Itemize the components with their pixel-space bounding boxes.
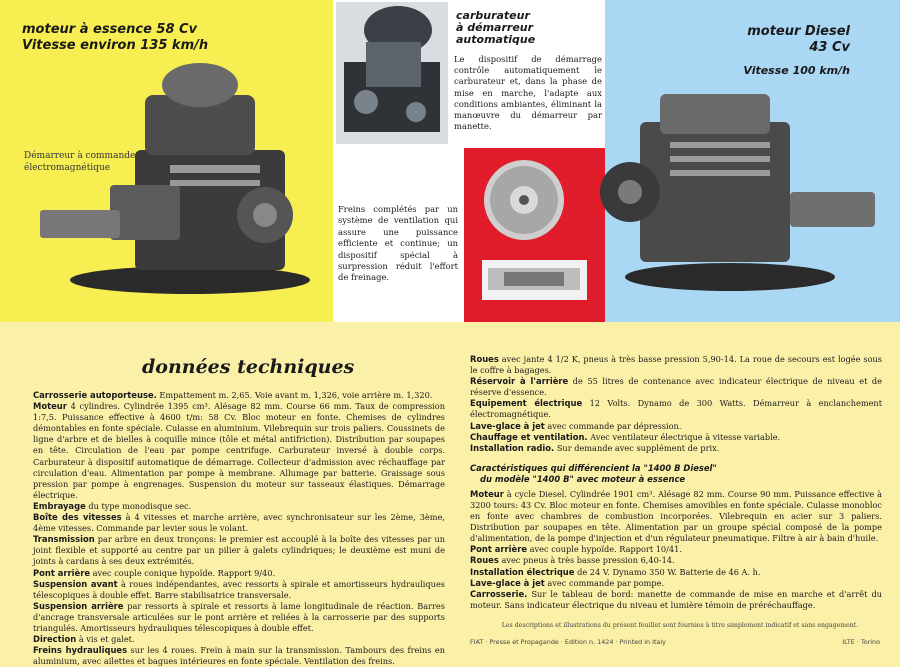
spec-entry: Moteur 4 cylindres. Cylindrée 1395 cm³. Alésage 82 mm. Course 66 mm. Taux de compression 1:7,5. Puissance effective à 4600 t/m: 58 Cv. Bloc moteur en fonte. Chemises de cylindres démontables en fonte spéciale. Culasse en aluminium. Vilebrequin sur trois paliers. Coussinets de ligne d'arbre et de bielles à coquille mince (tôle et métal antifriction). Distribution par soupapes en tête. Circulation de l'eau par pompe centrifuge. Carburateur inversé à double corps. Carburateur à dispositif automatique de démarrage. Collecteur d'admission avec réchauffage par circulation d'eau. Alimentation par pompe à membrane. Allumage par batterie. Graissage sous pression par pompe à engrenages. Suspension du moteur sur tasseaux élastiques. Démarrage électrique. [33,401,445,500]
diesel-diff-subtitle: du modèle "1400 B" avec moteur à essence [480,473,686,484]
diesel-spec-entry: Carrosserie. Sur le tableau de bord: manette de commande de mise en marche et d'arrêt du moteur. Sans indicateur électrique du niveau et lumière témoin de préréchauffage. [470,588,882,610]
diesel-engine-image [600,82,885,297]
petrol-speed: Vitesse environ 135 km/h [22,38,209,53]
spec-entry: Carrosserie autoporteuse. Empattement m. 2,65. Voie avant m. 1,326, voie arrière m. 1,320. [33,390,433,400]
carburetor-image [336,2,448,144]
spec-entry: Chauffage et ventilation. Avec ventilateur électrique à vitesse variable. [470,431,781,442]
spec-entry: Freins hydrauliques sur les 4 roues. Frein à main sur la transmission. Tambours des freins en aluminium, avec ailettes et bagues intérieures en fonte spéciale. Ventilation des freins. [33,645,445,667]
spec-entry: Roues avec jante 4 1/2 K, pneus à très basse pression 5,90-14. La roue de secours est logée sous le coffre à bagages. [470,354,883,376]
carburetor-description: Le dispositif de démarrage contrôle automatiquement le carburateur et, dans la phase de mise en marche, l'adapte aux conditions ambiantes, éliminant la manœuvre du démarreur par manette. [454,54,602,132]
diesel-spec-entry: Lave-glace à jet avec commande par pompe. [470,577,665,588]
diesel-title-line: 43 Cv [809,40,850,55]
spec-entry: Equipement électrique 12 Volts. Dynamo de 300 Watts. Démarreur à enclanchement électromagnétique. [470,398,882,420]
petrol-title-line: moteur à essence 58 Cv [22,22,198,37]
starter-caption: Démarreur à commande électromagnétique [24,151,136,173]
printer-info: ILTE · Torino [842,638,880,646]
brake-drum-image [474,152,599,320]
spec-entry: Boîte des vitesses à 4 vitesses et marche arrière, avec synchronisateur sur les 2ème, 3ème, 4ème vitesses. Commande par levier sous le volant. [33,512,445,534]
carburetor-title [456,10,535,46]
disclaimer-footnote: Les descriptions et illustrations du présent feuillet sont fournies à titre simplement indicatif et sans engagement. [501,622,859,629]
spec-entry: Réservoir à l'arrière de 55 litres de contenance avec indicateur électrique de niveau et de réserve d'essence. [470,376,882,398]
carburetor-title-line: à démarreur [456,21,534,34]
spec-entry: Suspension arrière par ressorts à spirale et ressorts à lame longitudinale de réaction. Barres d'ancrage transversale articulées sur le pont arrière et reliées à la carrosserie par des supports triangulés. Amortisseurs hydrauliques télescopiques à double effet. [33,600,445,633]
diesel-engine-title [690,24,850,56]
petrol-engine-image [40,55,310,300]
diesel-title-line: moteur Diesel [747,24,850,39]
publisher-info: FIAT · Presse et Propagande · Edition n. 1424 · Printed in Italy [470,638,666,646]
diesel-spec-entry: Roues avec pneus à très basse pression 6,40-14. [470,555,675,566]
brake-description: Freins complétés par un système de ventilation qui assure une puissance efficiente et continue; un dispositif spécial à surpression réduit l'effort de freinage. [338,204,458,283]
spec-entry: Transmission par arbre en deux tronçons: le premier est accouplé à la boîte des vitesses par un joint flexible et supporté au centre par un pilier à galets cylindriques; le deuxième est muni de joints à cardans à ses deux extrémités. [33,534,446,567]
diesel-speed: Vitesse 100 km/h [743,64,850,77]
spec-entry: Embrayage du type monodisque sec. [33,500,192,511]
diesel-diff-title: Caractéristiques qui différencient la "1400 B Diesel" [470,462,717,473]
spec-entry: Lave-glace à jet avec commande par dépression. [470,420,682,431]
spec-entry: Suspension avant à roues indépendantes, avec ressorts à spirale et amortisseurs hydrauliques télescopiques à double effet. Barre stabilisatrice transversale. [33,578,445,600]
carburetor-title-line: carburateur [456,9,530,22]
diesel-spec-entry: Pont arrière avec couple hypoïde. Rapport 10/41. [470,544,682,555]
specs-right-column [470,354,882,611]
carburetor-title-line: automatique [456,33,536,46]
specs-left-column [33,390,445,667]
spec-entry: Direction à vis et galet. [33,634,135,645]
petrol-engine-title [22,22,208,54]
spec-entry: Pont arrière avec couple conique hypoïde. Rapport 9/40. [33,567,276,578]
diesel-spec-entry: Installation électrique de 24 V. Dynamo 350 W. Batterie de 46 A. h. [470,566,761,577]
diesel-spec-entry: Moteur à cycle Diesel. Cylindrée 1901 cm³. Alésage 82 mm. Course 90 mm. Puissance effective à 3200 tours: 43 Cv. Bloc moteur en fonte. Chemises amovibles en fonte spéciale. Culasse monobloc en fonte avec chambres de combustion incorporées. Vilebrequin en acier sur 3 paliers. Distribution par soupapes en tête. Alimentation par un groupe spécial composé de la pompe d'alimentation, de la pompe d'injection et d'un régulateur pneumatique. Filtre à air à bain d'huile. [470,488,882,544]
technical-data-heading: données techniques [142,356,355,378]
spec-entry: Installation radio. Sur demande avec supplément de prix. [470,442,720,453]
